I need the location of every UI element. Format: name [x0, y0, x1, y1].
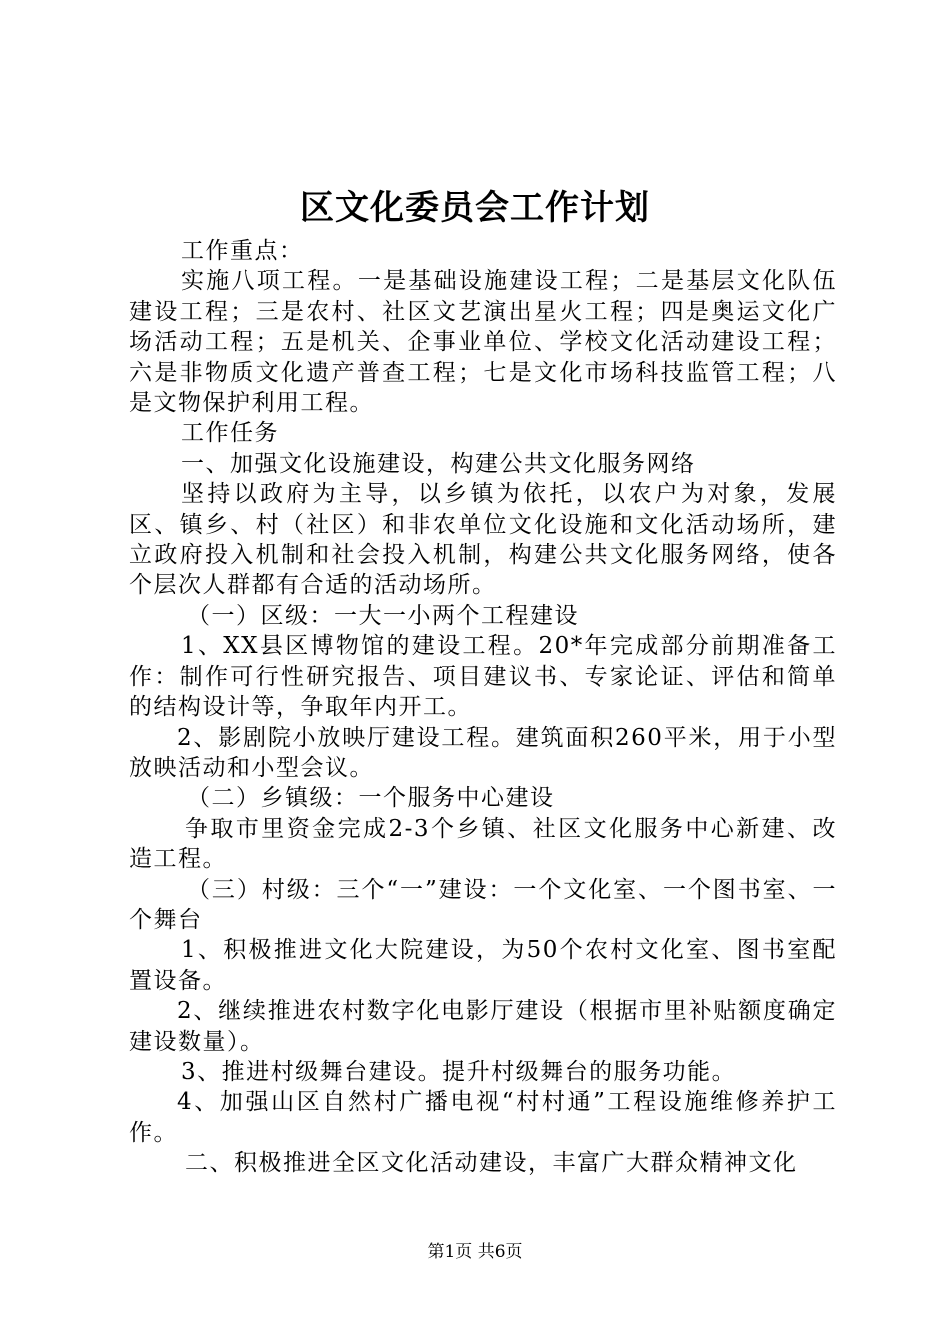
paragraph-township-service-center: 争取市里资金完成2-3个乡镇、社区文化服务中心新建、改造工程。: [129, 815, 837, 873]
paragraph-village-item-1: 1、积极推进文化大院建设，为50个农村文化室、图书室配置设备。: [129, 937, 837, 994]
document-body: [129, 236, 837, 1179]
paragraph-section-two-heading: 二、积极推进全区文化活动建设，丰富广大群众精神文化: [185, 1150, 798, 1177]
paragraph-museum-project: 1、XX县区博物馆的建设工程。20*年完成部分前期准备工作：制作可行性研究报告、项目建议书、专家论证、评估和简单的结构设计等，争取年内开工。: [129, 633, 837, 721]
paragraph-village-item-4: 4、加强山区自然村广播电视“村村通”工程设施维修养护工作。: [129, 1089, 837, 1146]
paragraph-village-item-3: 3、推进村级舞台建设。提升村级舞台的服务功能。: [181, 1058, 737, 1085]
paragraph-village-item-2: 2、继续推进农村数字化电影厅建设（根据市里补贴额度确定建设数量）。: [129, 998, 837, 1055]
paragraph-township-level-heading: （二）乡镇级：一个服务中心建设: [187, 785, 555, 812]
paragraph-cinema-project: 2、影剧院小放映厅建设工程。建筑面积260平米，用于小型放映活动和小型会议。: [129, 724, 837, 781]
paragraph-work-tasks-heading: 工作任务: [181, 420, 279, 447]
paragraph-work-focus-heading: 工作重点：: [181, 238, 304, 264]
paragraph-eight-projects: 实施八项工程。一是基础设施建设工程；二是基层文化队伍建设工程；三是农村、社区文艺演出星火工程；四是奥运文化广场活动工程；五是机关、企事业单位、学校文化活动建设工程；六是非物质文化遗产普查工程；七是文化市场科技监管工程；八是文物保护利用工程。: [129, 268, 837, 417]
page-number-footer: 第1页 共6页: [427, 1242, 523, 1262]
paragraph-district-level-heading: （一）区级：一大一小两个工程建设: [187, 602, 579, 629]
paragraph-section-one-heading: 一、加强文化设施建设，构建公共文化服务网络: [181, 450, 696, 477]
paragraph-village-level-heading: （三）村级：三个“一”建设：一个文化室、一个图书室、一个舞台: [129, 876, 837, 933]
paragraph-section-one-body: 坚持以政府为主导，以乡镇为依托，以农户为对象，发展区、镇乡、村（社区）和非农单位文化设施和文化活动场所，建立政府投入机制和社会投入机制，构建公共文化服务网络，使各个层次人群都有合适的活动场所。: [129, 481, 837, 599]
document-title: 区文化委员会工作计划: [300, 188, 650, 228]
